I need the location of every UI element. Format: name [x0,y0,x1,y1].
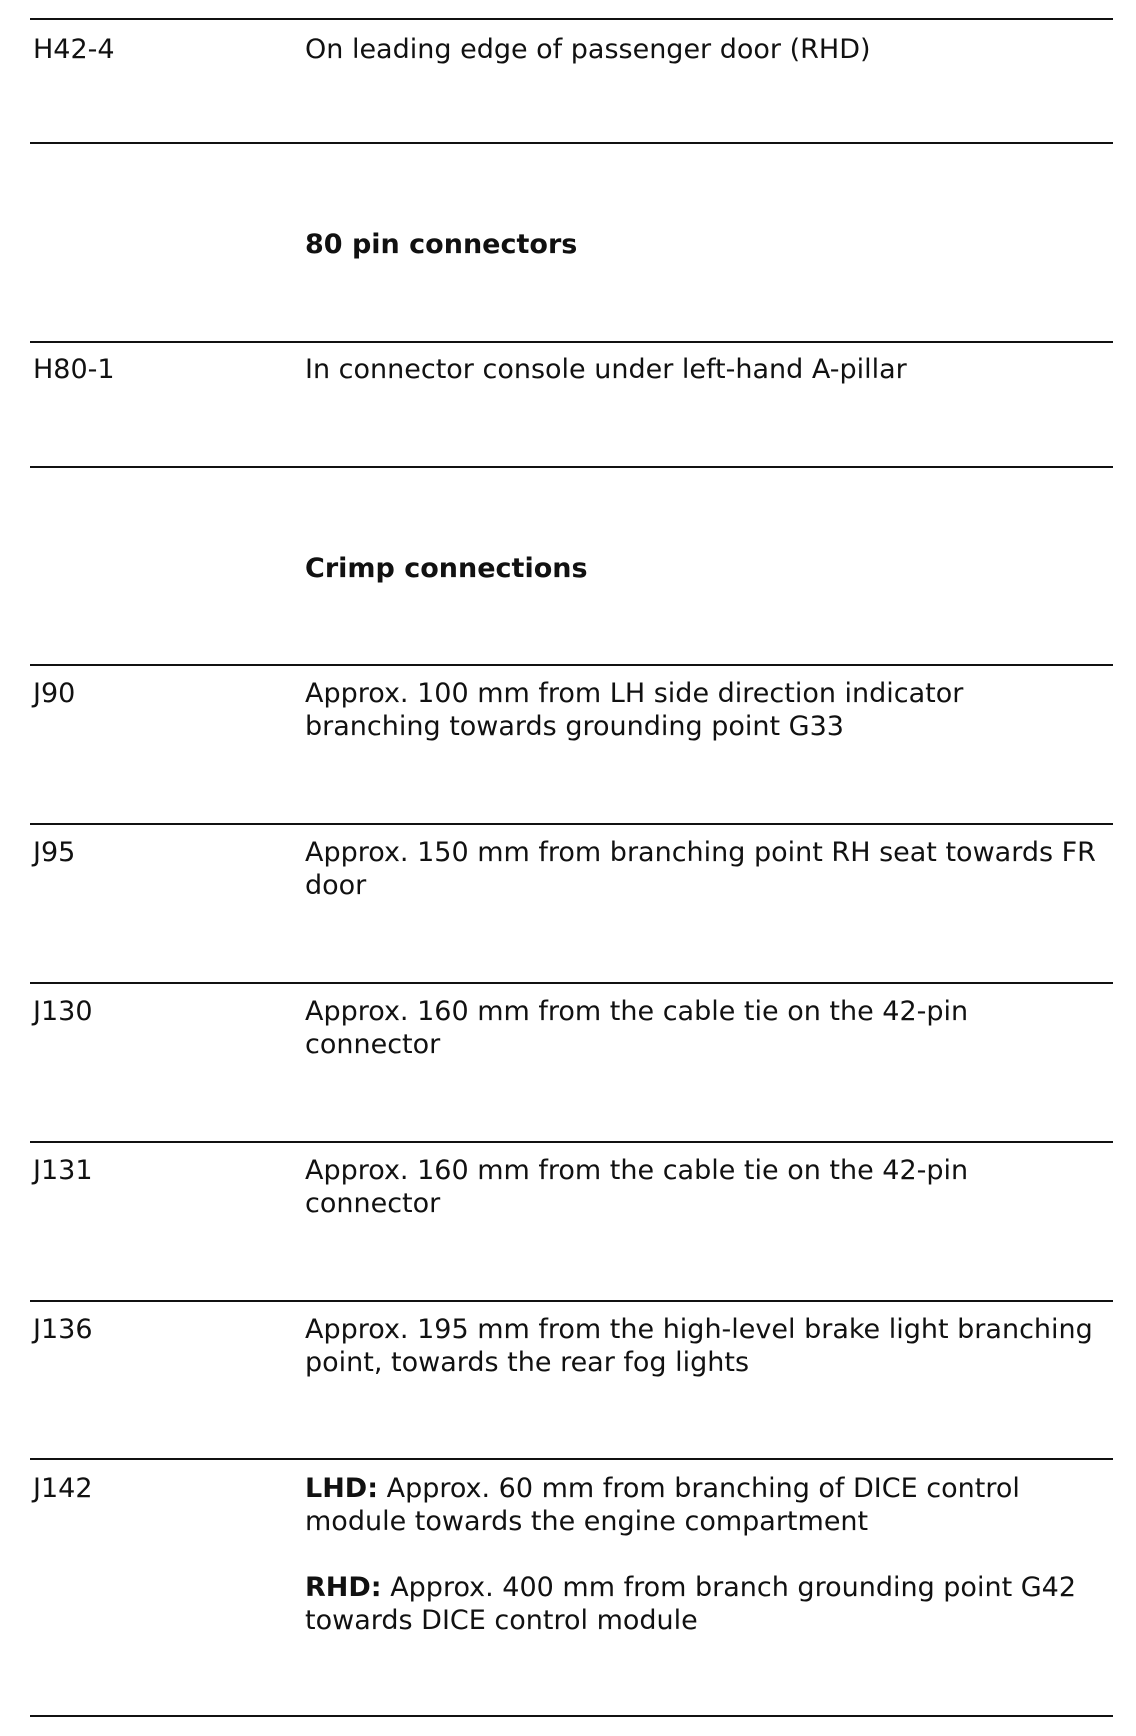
section-heading: Crimp connections [305,553,588,584]
row-description: Approx. 160 mm from the cable tie on the 42-pin connector [305,996,969,1060]
row-description [305,1472,1105,1637]
rhd-text: Approx. 400 mm from branch grounding point G42 towards DICE control module [305,1572,1077,1636]
rhd-note [305,1571,1105,1637]
row-code: J131 [33,1155,93,1186]
row-code: J136 [33,1314,93,1345]
table-rule [30,664,1113,666]
row-description: Approx. 160 mm from the cable tie on the 42-pin connector [305,1155,969,1219]
row-description: Approx. 100 mm from LH side direction indicator branching towards grounding point G33 [305,678,964,742]
row-code: H80-1 [33,354,115,385]
row-code: J130 [33,996,93,1027]
table-rule [30,18,1113,20]
table-rule [30,1141,1113,1143]
section-heading: 80 pin connectors [305,229,578,260]
table-rule [30,1300,1113,1302]
table-rule [30,341,1113,343]
row-description: On leading edge of passenger door (RHD) [305,34,871,65]
row-code: J95 [33,837,76,868]
table-rule [30,466,1113,468]
row-description: Approx. 195 mm from the high-level brake light branching point, towards the rear fog lights [305,1314,1093,1378]
row-code: H42-4 [33,34,115,65]
lhd-text: Approx. 60 mm from branching of DICE control module towards the engine compartment [305,1473,1020,1537]
table-rule [30,823,1113,825]
lhd-label: LHD: [305,1473,379,1504]
row-description: In connector console under left-hand A-pillar [305,354,907,385]
row-code: J90 [33,678,76,709]
table-rule [30,982,1113,984]
row-description: Approx. 150 mm from branching point RH seat towards FR door [305,837,1096,901]
table-rule [30,142,1113,144]
rhd-label: RHD: [305,1572,382,1603]
table-rule [30,1715,1113,1717]
table-rule [30,1458,1113,1460]
row-code: J142 [33,1473,93,1504]
lhd-note [305,1472,1105,1538]
